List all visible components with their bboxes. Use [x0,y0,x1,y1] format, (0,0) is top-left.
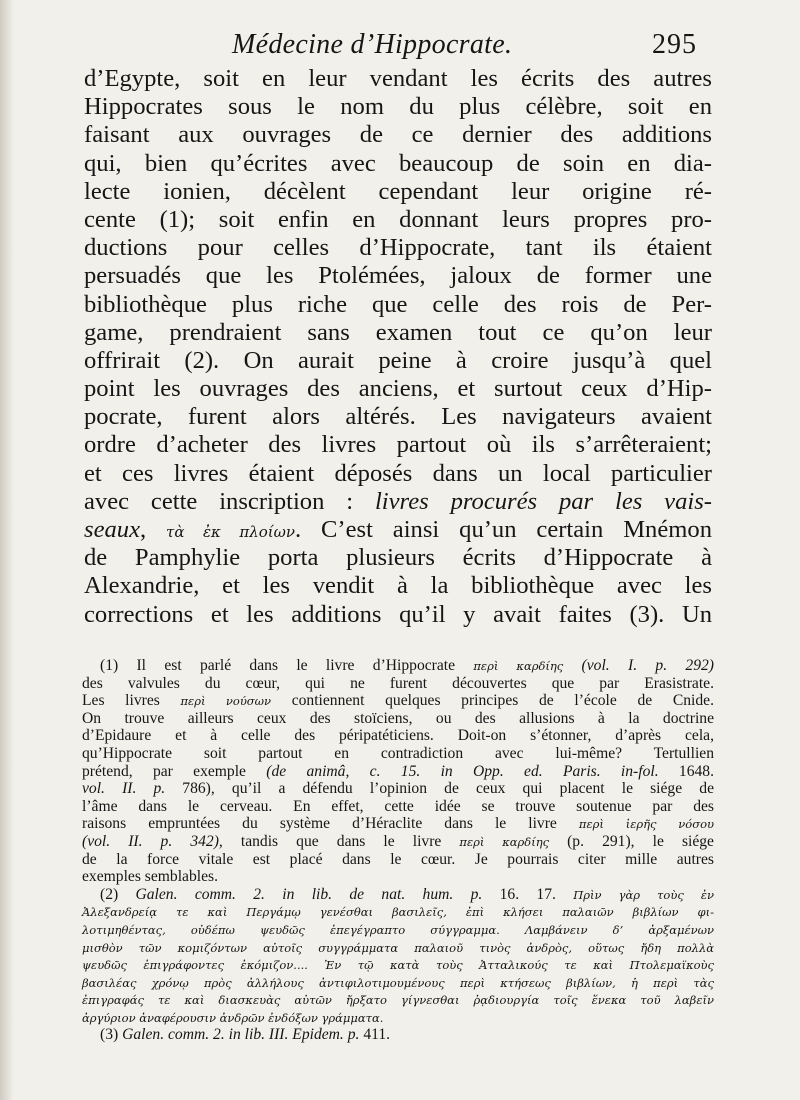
greek-quotation: ἐπιγραφάς τε καὶ διασκευὰς αὐτῶν ἤρξατο γίγνεσθαι ῥᾳδιουργία τοῖς ἕνεκα τοῦ λαβεῖν [82,993,714,1008]
citation: vol. II. p. [82,780,166,798]
greek-phrase: Πρὶν γὰρ τοὺς ἐν [573,887,714,902]
footnote-2-greek-line [82,903,714,921]
footnote-1-line [82,692,714,710]
text-line: ordre d’acheter des livres partout où ils s’arrêteraient; [84,431,712,459]
footnote-1-line: On trouve ailleurs ceux des stoïciens, ou des allusions à la doctrine [82,709,714,727]
citation: (vol. I. p. 292) [563,657,714,674]
greek-quotation: Ἀλεξανδρείᾳ τε καὶ Περγάμῳ γενέσθαι βασιλεῖς, ἐπὶ κλήσει παλαιῶν βιβλίων φι- [82,905,714,920]
text-line: bibliothèque plus riche que celle des rois de Per- [84,290,712,318]
text-line: cente (1); soit enfin en donnant leurs propres pro- [84,205,712,233]
running-title: Médecine d’Hippocrate. [232,29,513,60]
text-segment: . C’est ainsi qu’un certain Mnémon [294,516,712,543]
footnote-1-line [82,833,714,851]
footnote-2-greek-line [82,921,714,939]
text-line: Alexandrie, et les vendit à la bibliothèque avec les [84,572,712,600]
footnote-2-greek-line [82,974,714,992]
text-segment: contiennent quelques principes de l’école de Cnide. [271,692,714,710]
footnote-1-line [82,815,714,833]
footnote-1-line: l’âme dans le cerveau. En effet, cette idée se trouve soutenue par des [82,797,714,815]
footnote-1-line: d’Epidaure et à celle des péripatéticiens. Doit-on s’étonner, d’après cela, [82,727,714,745]
text-segment: Les livres [82,692,181,710]
text-segment: 1648. [658,762,715,780]
text-line [84,516,712,544]
footnote-2-greek-line [82,1009,714,1027]
text-line: persuadés que les Ptolémées, jaloux de former une [84,262,712,290]
text-line [84,488,712,516]
greek-quotation: ψευδῶς ἐπιγράφοντες ἐκόμιζον.... Ἐν τῷ κατὰ τοὺς Ἀτταλικούς τε καὶ Πτολεμαϊκοὺς [82,958,714,973]
text-segment: , [140,516,167,543]
citation: (vol. II. p. 342) [82,832,219,850]
text-line: ductions pour celles d’Hippocrate, tant ils étaient [84,234,712,262]
main-text-block [84,65,712,629]
footnote-2-line [82,886,714,904]
greek-quotation: λοτιμηθέντας, οὐδέπω ψευδῶς ἐπεγέγραπτο σύγγραμμα. Λαμβάνειν δ’ ἀρξαμένων [82,922,714,937]
footnote-1-line: des valvules du cœur, qui ne furent découvertes que par Erasistrate. [82,674,714,692]
text-segment: prétend, par exemple [82,762,267,780]
text-segment: , tandis que dans le livre [218,832,460,850]
text-line: de Pamphylie porta plusieurs écrits d’Hippocrate à [84,544,712,572]
citation: Galen. comm. 2. in lib. III. Epidem. p. [122,1026,360,1044]
text-line: d’Egypte, soit en leur vendant les écrits des autres [84,65,712,92]
greek-phrase: περὶ νούσων [180,694,272,709]
italic-phrase: livres procurés par les vais- [374,487,712,515]
citation: Galen. comm. 2. in lib. de nat. hum. p. [135,885,483,903]
text-line: corrections et les additions qu’il y avait faites (3). Un [84,600,712,628]
text-segment: (p. 291), le siége [549,832,714,850]
footnote-1-line [82,780,714,798]
greek-quotation: βασιλέας χρόνῳ πρὸς ἀλλήλους ἀντιφιλοτιμουμένους περὶ κτήσεως βιβλίων, ἡ περὶ τὰς [82,975,714,990]
footnote-1-line [82,763,714,781]
text-segment: raisons empruntées du système d’Héraclite dans le livre [82,815,579,833]
page-number: 295 [652,29,697,60]
text-line: offrirait (2). On aurait peine à croire jusqu’à quel [84,346,712,374]
text-segment: 786), qu’il a défendu l’opinion de ceux qui placent le siége de [165,780,714,798]
text-line: point les ouvrages des anciens, et surtout ceux d’Hip- [84,375,712,403]
greek-quotation: ἀργύριον ἀναφέρουσιν ἀνδρῶν ἐνδόξων γράμματα. [82,1010,384,1025]
footnote-1-line: de la force vitale est placé dans le cœur. Je pourrais citer mille autres [82,850,714,868]
greek-quotation: μισθὸν τῶν κομιζόντων αὐτοῖς συγγράμματα παλαιοῦ τινὸς ἀνδρὸς, οὕτως ἤδη πολλὰ [82,940,714,955]
footnote-2-greek-line [82,939,714,957]
text-segment: (2) [100,885,136,903]
greek-phrase: περὶ ἱερῆς νόσου [578,817,714,832]
footnote-1-line: exemples semblables. [82,868,218,886]
citation: (de animâ, c. 15. in Opp. ed. Paris. in-fol. [266,762,659,780]
text-segment: (3) [100,1026,123,1044]
italic-phrase: seaux [84,516,140,543]
footnotes-block [82,657,714,1044]
text-segment: avec cette inscription : [84,487,375,515]
text-line: lecte ionien, décèlent cependant leur origine ré- [84,177,712,205]
text-segment: 16. 17. [482,885,574,903]
text-line: faisant aux ouvrages de ce dernier des additions [84,121,712,149]
footnote-1-line: qu’Hippocrate soit partout en contradiction avec lui-même? Tertullien [82,744,714,762]
text-line: Hippocrates sous le nom du plus célèbre, soit en [84,93,712,121]
text-line: game, prendraient sans examen tout ce qu’on leur [84,318,712,346]
footnote-2-greek-line [82,991,714,1009]
footnote-2-greek-line [82,956,714,974]
text-segment: (1) Il est parlé dans le livre d’Hippocrate [100,657,474,674]
footnote-3-line [82,1026,714,1044]
page-gutter-shadow [0,0,14,1100]
greek-phrase: τὰ ἐκ πλοίων [166,523,295,541]
greek-phrase: περὶ καρδίης [459,834,550,849]
footnote-1-line [82,657,714,675]
text-line: qui, bien qu’écrites avec beaucoup de soin en dia- [84,149,712,177]
running-header [0,25,800,65]
greek-phrase: περὶ καρδίης [473,659,564,673]
text-line: pocrate, furent alors altérés. Les navigateurs avaient [84,403,712,431]
text-line: et ces livres étaient déposés dans un local particulier [84,459,712,487]
text-segment: 411. [359,1026,391,1044]
